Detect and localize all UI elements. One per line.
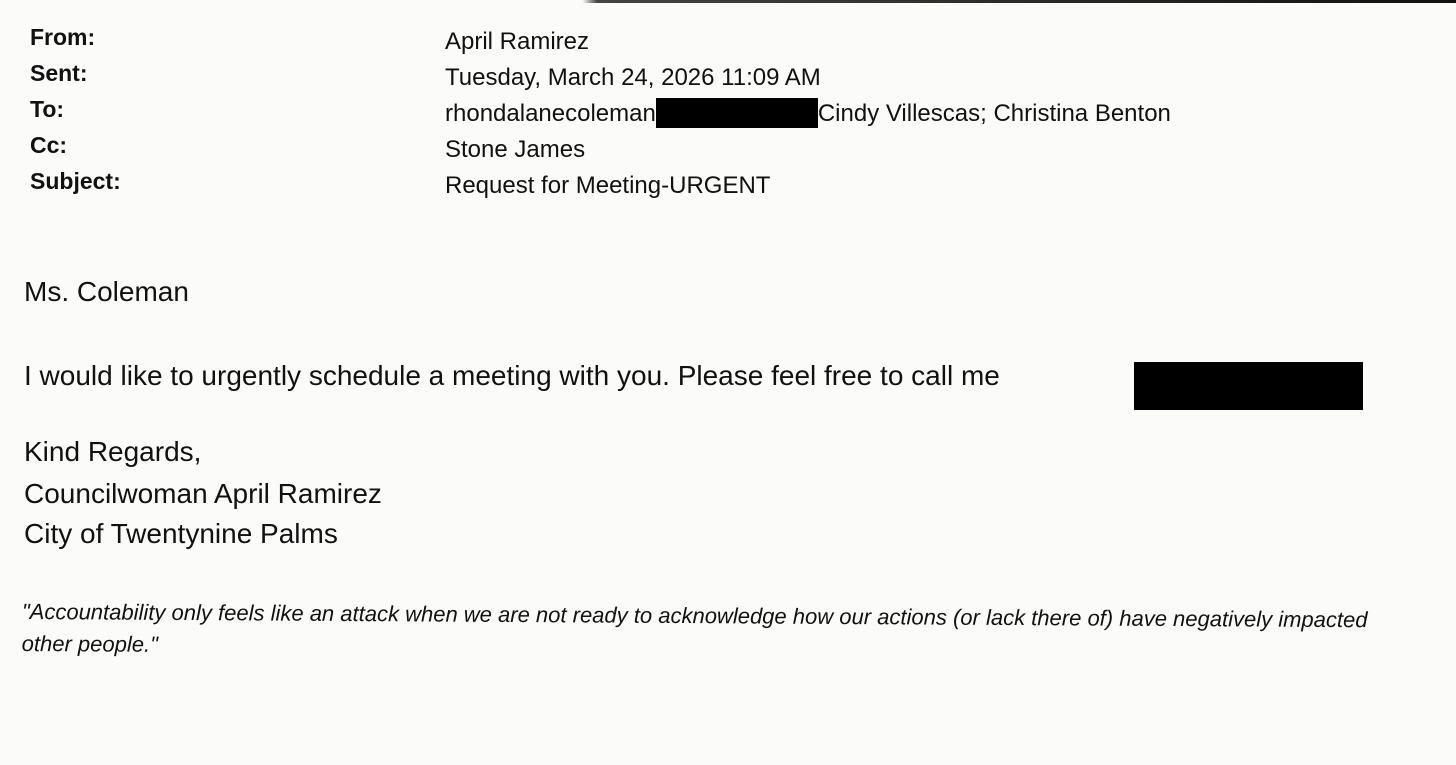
signature-name: Councilwoman April Ramirez	[24, 478, 382, 509]
to-recipient-email: rhondalanecoleman	[445, 100, 656, 127]
email-message: I would like to urgently schedule a meeting with you. Please feel free to call me	[24, 360, 1000, 391]
cc-label: Cc:	[30, 132, 68, 158]
sent-value: Tuesday, March 24, 2026 11:09 AM	[445, 64, 821, 91]
scan-edge-cover	[0, 3, 1456, 7]
to-value	[445, 100, 1171, 128]
cc-row	[30, 132, 1430, 168]
email-header	[30, 24, 1430, 204]
to-label: To:	[30, 96, 65, 122]
signature-quote: "Accountability only feels like an attack when we are not ready to acknowledge how our actions (or lack there of) have negatively impacted other people."	[21, 598, 1368, 657]
to-recipients-rest: Cindy Villescas; Christina Benton	[817, 100, 1171, 127]
from-row	[30, 24, 1430, 60]
email-greeting: Ms. Coleman	[24, 276, 189, 307]
cc-value: Stone James	[445, 136, 586, 163]
redaction-bar	[656, 98, 818, 128]
from-value: April Ramirez	[445, 28, 590, 55]
sent-label: Sent:	[30, 60, 88, 86]
phone-redaction-bar	[1134, 362, 1363, 410]
subject-label: Subject:	[30, 168, 121, 194]
to-row	[30, 96, 1430, 132]
sent-row	[30, 60, 1430, 96]
subject-row	[30, 168, 1430, 204]
signature-closing: Kind Regards,	[24, 436, 202, 467]
subject-value: Request for Meeting-URGENT	[445, 172, 771, 199]
from-label: From:	[30, 24, 96, 50]
signature-organization: City of Twentynine Palms	[24, 518, 338, 549]
